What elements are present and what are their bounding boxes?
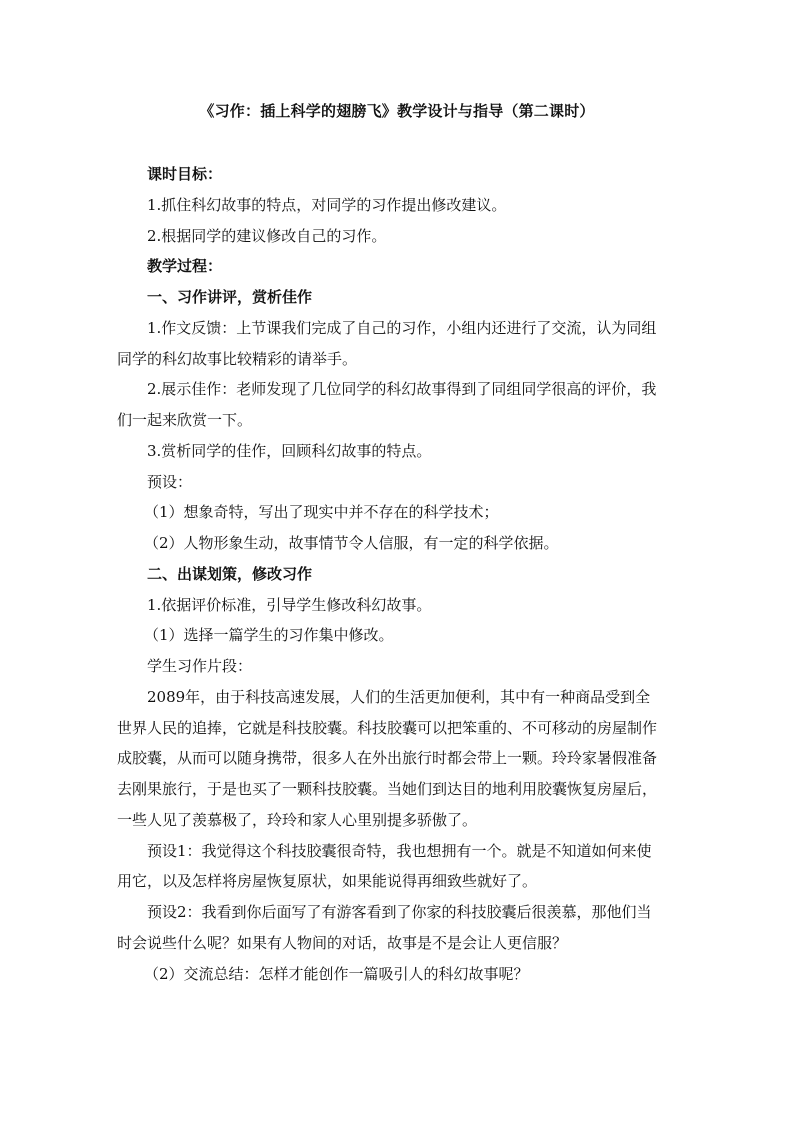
list-item: （1）想象奇特，写出了现实中并不存在的科学技术； [144,503,499,522]
list-item: （2）人物形象生动，故事情节令人信服，有一定的科学依据。 [144,534,559,552]
paragraph: 预设： [147,472,193,491]
paragraph: 1.作文反馈：上节课我们完成了自己的习作，小组内还进行了交流，认为同组同学的科幻故事比较精彩的请举手。 [117,318,657,368]
paragraph: 2.展示佳作：老师发现了几位同学的科幻故事得到了同组同学很高的评价，我们一起来欣赏一下。 [117,380,657,429]
section-label-objectives: 课时目标： [147,165,223,183]
document-title: 《习作：插上科学的翅膀飞》教学设计与指导（第二课时） [199,102,595,120]
paragraph: 预设1：我觉得这个科技胶囊很奇特，我也想拥有一个。就是不知道如何来使用它，以及怎样将房屋恢复原状，如果能说得再细致些就好了。 [117,841,652,891]
document-body [117,159,657,989]
student-excerpt: 2089年，由于科技高速发展，人们的生活更加便利，其中有一种商品受到全世界人民的追捧，它就是科技胶囊。科技胶囊可以把笨重的、不可移动的房屋制作成胶囊，从而可以随身携带，很多人在外出旅行时都会带上一颗。玲玲家暑假准备去刚果旅行，于是也买了一颗科技胶囊。当她们到达目的地利用胶囊恢复房屋后，一些人见了羡慕极了，玲玲和家人心里别提多骄傲了。 [117,687,658,829]
paragraph: 预设2：我看到你后面写了有游客看到了你家的科技胶囊后很羡慕，那他们当时会说些什么呢？如果有人物间的对话，故事是不是会让人更信服？ [117,903,652,952]
objective-item: 2.根据同学的建议修改自己的习作。 [147,226,387,245]
section-heading-1: 一、习作讲评，赏析佳作 [147,288,313,306]
paragraph: 学生习作片段： [147,657,253,675]
list-item: （1）选择一篇学生的习作集中修改。 [144,626,394,645]
section-heading-2: 二、出谋划策，修改习作 [147,564,313,583]
list-item: （2）交流总结：怎样才能创作一篇吸引人的科幻故事呢？ [144,964,529,983]
paragraph: 1.依据评价标准，引导学生修改科幻故事。 [147,595,432,614]
objective-item: 1.抓住科幻故事的特点，对同学的习作提出修改建议。 [147,195,507,214]
paragraph: 3.赏析同学的佳作，回顾科幻故事的特点。 [147,441,432,460]
section-label-process: 教学过程： [147,257,223,276]
